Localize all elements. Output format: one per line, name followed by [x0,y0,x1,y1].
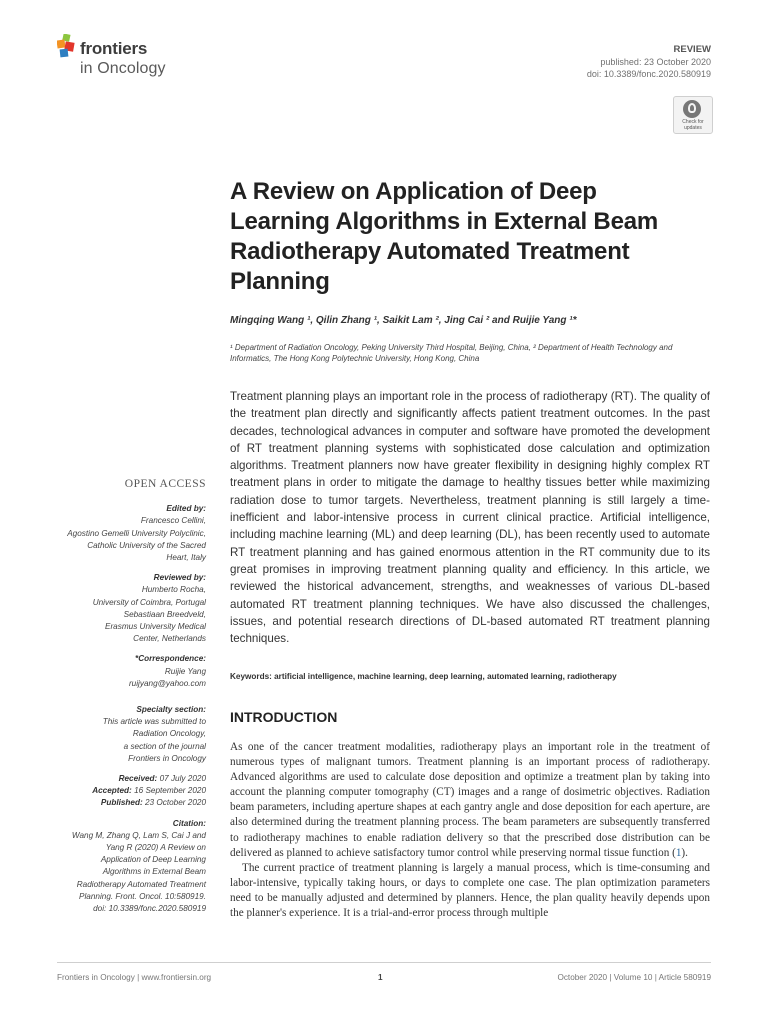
specialty-line: a section of the journal [123,741,206,751]
reference-link[interactable]: 1 [675,846,682,859]
reviewer-line: University of Coimbra, Portugal [92,597,206,607]
keywords: Keywords: artificial intelligence, machine learning, deep learning, automated learning, radiotherapy [230,672,617,681]
paragraph: As one of the cancer treatment modalities, radiotherapy plays an important role in the treatment of numerous types of malignant tumors. Treatment planning is an important process of radiotherapy. Advanced algorithms are used to calculate dose deposition and optimize a treatment plan by taking into account the planning computer tomography (CT) images and a range of dosimetric objectives. Radiation beam parameters, including aperture shapes at each gantry angle and dose deposition for each aperture, are also determined during the treatment planning process. The beam parameters are subsequently transferred to radiotherapy machines to enable radiation delivery so that the prescribed dose distribution can be delivered as planned to achieve satisfactory tumor control while preserving normal tissue function (1). [230,741,710,859]
published-date-side: Published: 23 October 2020 [100,798,206,808]
citation-line: Radiotherapy Automated Treatment [76,879,206,889]
specialty-line: Frontiers in Oncology [128,753,206,763]
citation-heading: Citation: [172,818,206,828]
reviewer-line: Erasmus University Medical [104,622,206,632]
editor-line: Heart, Italy [166,553,206,563]
page-number: 1 [378,973,383,982]
reviewer-line: Sebastiaan Breedveld, [123,609,206,619]
editor-line: Agostino Gemelli University Polyclinic, [67,528,206,538]
received-date: Received: 07 July 2020 [118,774,206,784]
accepted-date: Accepted: 16 September 2020 [92,786,206,796]
citation-line: Planning. Front. Oncol. 10:580919. [79,891,206,901]
correspondence-heading: *Correspondence: [135,654,206,664]
citation-line: Application of Deep Learning [100,855,206,865]
introduction-body [230,740,710,921]
footer-article-info: October 2020 | Volume 10 | Article 580919 [557,973,711,982]
affiliations: ¹ Department of Radiation Oncology, Peking University Third Hospital, Beijing, China, ² Department of Health Technology and Informatics, The Hong Kong Polytechnic University, Hong Kong, China [230,343,673,363]
logo-brand: frontiers [80,39,148,58]
footer-divider [57,962,711,963]
editor-line: Francesco Cellini, [140,516,206,526]
update-bookmark-icon [683,100,701,118]
section-heading-introduction: INTRODUCTION [230,709,338,725]
check-for-updates-badge[interactable] [673,96,713,134]
citation-line: Wang M, Zhang Q, Lam S, Cai J and [71,830,206,840]
article-meta [587,44,711,80]
article-doi[interactable]: doi: 10.3389/fonc.2020.580919 [586,69,711,79]
footer-journal-link[interactable]: Frontiers in Oncology | www.frontiersin.org [57,973,212,982]
specialty-section-heading: Specialty section: [136,705,206,715]
citation-line: Yang R (2020) A Review on [105,843,206,853]
reviewer-line: Humberto Rocha, [141,585,206,595]
correspondence-email[interactable]: ruijyang@yahoo.com [128,678,206,688]
article-sidebar [57,478,206,915]
article-title: A Review on Application of Deep Learning Algorithms in External Beam Radiotherapy Automated Treatment Planning [230,178,658,295]
open-access-label: OPEN ACCESS [124,478,206,490]
paragraph: The current practice of treatment planning is largely a manual process, which is time-consuming and labor-intensive, typically taking hours, or days to complete one case. The plan optimization parameters need to be manually adjusted and determined by planners. Hence, the plan quality heavily depends upon the planner's experience. It is a trial-and-error process through multiple [230,861,710,920]
correspondence-name: Ruijie Yang [164,666,206,676]
frontiers-logo-icon [57,34,79,58]
specialty-line: Radiation Oncology, [132,729,206,739]
reviewed-by-heading: Reviewed by: [153,573,206,583]
specialty-line: This article was submitted to [102,717,206,727]
reviewer-line: Center, Netherlands [133,634,206,644]
journal-logo [57,34,197,84]
logo-journal-name: in Oncology [80,60,166,77]
abstract: Treatment planning plays an important role in the process of radiotherapy (RT). The quality of the treatment plan directly and significantly affects patient treatment outcomes. In the past decades, technological advances in computer and software have promoted the development of RT treatment planning systems with sophisticated dose calculation and optimization algorithms. Treatment planners now have greater flexibility in designing highly complex RT treatment plans in order to mitigate the damage to healthy tissues better while maximizing radiation dose to tumor targets. Nevertheless, treatment planning is still largely a time-inefficient and labor-intensive process in current clinical practice. Artificial intelligence, including machine learning (ML) and deep learning (DL), has been recently used to automate RT treatment planning and has gained enormous attention in the RT community due to its great promises in improving treatment planning quality and efficiency. In this article, we reviewed the historical advancement, strengths, and weaknesses of various DL-based automated RT treatment planning techniques. We have also discussed the challenges, issues, and potential research directions of DL-based automated RT treatment planning techniques. [230,390,710,646]
editor-line: Catholic University of the Sacred [87,540,206,550]
edited-by-heading: Edited by: [166,504,206,514]
article-type: REVIEW [673,44,711,55]
author-list: Mingqing Wang ¹, Qilin Zhang ¹, Saikit Lam ², Jing Cai ² and Ruijie Yang ¹* [230,315,577,326]
citation-line: Algorithms in External Beam [102,867,206,877]
badge-label: Check for updates [682,119,704,131]
published-date: published: 23 October 2020 [600,57,711,67]
citation-doi[interactable]: doi: 10.3389/fonc.2020.580919 [93,904,206,914]
